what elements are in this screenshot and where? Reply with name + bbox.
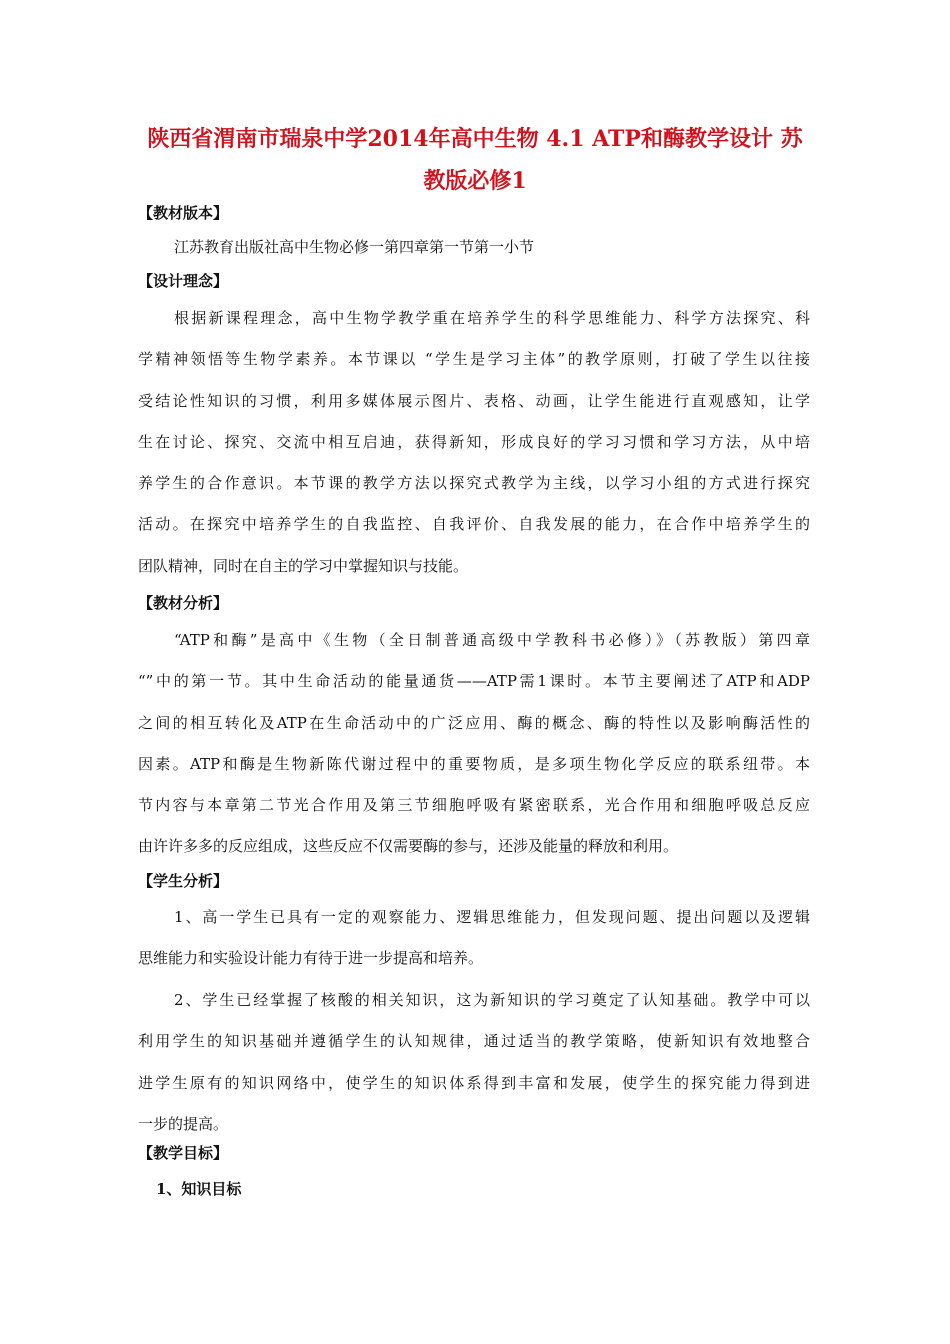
paragraph-line: 1、高一学生已具有一定的观察能力、逻辑思维能力，但发现问题、提出问题以及逻辑 <box>174 908 810 926</box>
subheading-knowledge-objectives: 1、知识目标 <box>156 1180 242 1198</box>
paragraph-line: “”中的第一节。其中生命活动的能量通货——ATP需1课时。本节主要阐述了ATP和ADP <box>138 672 810 691</box>
paragraph-line: 2、学生已经掌握了核酸的相关知识，这为新知识的学习奠定了认知基础。教学中可以 <box>174 991 810 1009</box>
heading-textbook-analysis: 【教材分析】 <box>138 594 229 612</box>
paragraph-line: 思维能力和实验设计能力有待于进一步提高和培养。 <box>138 949 484 968</box>
paragraph-line: 养学生的合作意识。本节课的教学方法以探究式教学为主线，以学习小组的方式进行探究 <box>138 474 810 493</box>
title-line-2: 教版必修1 <box>423 168 527 194</box>
heading-student-analysis: 【学生分析】 <box>138 872 229 890</box>
paragraph-line: 之间的相互转化及ATP在生命活动中的广泛应用、酶的概念、酶的特性以及影响酶活性的 <box>138 713 810 732</box>
paragraph-line: 学精神领悟等生物学素养。本节课以 “学生是学习主体”的教学原则，打破了学生以往接 <box>138 350 810 369</box>
paragraph-line: 进学生原有的知识网络中，使学生的知识体系得到丰富和发展，使学生的探究能力得到进 <box>138 1073 810 1092</box>
student-analysis-point-1 <box>138 897 810 980</box>
paragraph-line: 利用学生的知识基础并遵循学生的认知规律，通过适当的教学策略，使新知识有效地整合 <box>138 1032 810 1051</box>
student-analysis-point-2 <box>138 980 810 1145</box>
document-title <box>120 118 830 202</box>
heading-textbook-version: 【教材版本】 <box>138 204 229 222</box>
paragraph-line: 受结论性知识的习惯，利用多媒体展示图片、表格、动画，让学生能进行直观感知，让学 <box>138 391 810 410</box>
paragraph-line: 节内容与本章第二节光合作用及第三节细胞呼吸有紧密联系，光合作用和细胞呼吸总反应 <box>138 796 810 815</box>
heading-design-concept: 【设计理念】 <box>138 272 229 290</box>
title-line-1: 陕西省渭南市瑞泉中学2014年高中生物 4.1 ATP和酶教学设计 苏 <box>147 126 803 152</box>
textbook-version-text: 江苏教育出版社高中生物必修一第四章第一节第一小节 <box>174 238 535 256</box>
paragraph-line: 团队精神，同时在自主的学习中掌握知识与技能。 <box>138 556 469 575</box>
paragraph-line: 因素。ATP和酶是生物新陈代谢过程中的重要物质，是多项生物化学反应的联系纽带。本 <box>138 754 810 773</box>
paragraph-line: 根据新课程理念，高中生物学教学重在培养学生的科学思维能力、科学方法探究、科 <box>174 309 810 327</box>
paragraph-line: 一步的提高。 <box>138 1114 229 1133</box>
heading-teaching-objectives: 【教学目标】 <box>138 1144 229 1162</box>
textbook-analysis-paragraph <box>138 620 810 868</box>
paragraph-line: 活动。在探究中培养学生的自我监控、自我评价、自我发展的能力，在合作中培养学生的 <box>138 515 810 534</box>
paragraph-line: 生在讨论、探究、交流中相互启迪，获得新知，形成良好的学习习惯和学习方法，从中培 <box>138 432 810 451</box>
paragraph-line: 由许许多多的反应组成，这些反应不仅需要酶的参与，还涉及能量的释放和利用。 <box>138 837 679 856</box>
design-concept-paragraph <box>138 298 810 587</box>
paragraph-line: “ATP和酶”是高中《生物（全日制普通高级中学教科书必修）》（苏教版）第四章 <box>174 631 810 649</box>
